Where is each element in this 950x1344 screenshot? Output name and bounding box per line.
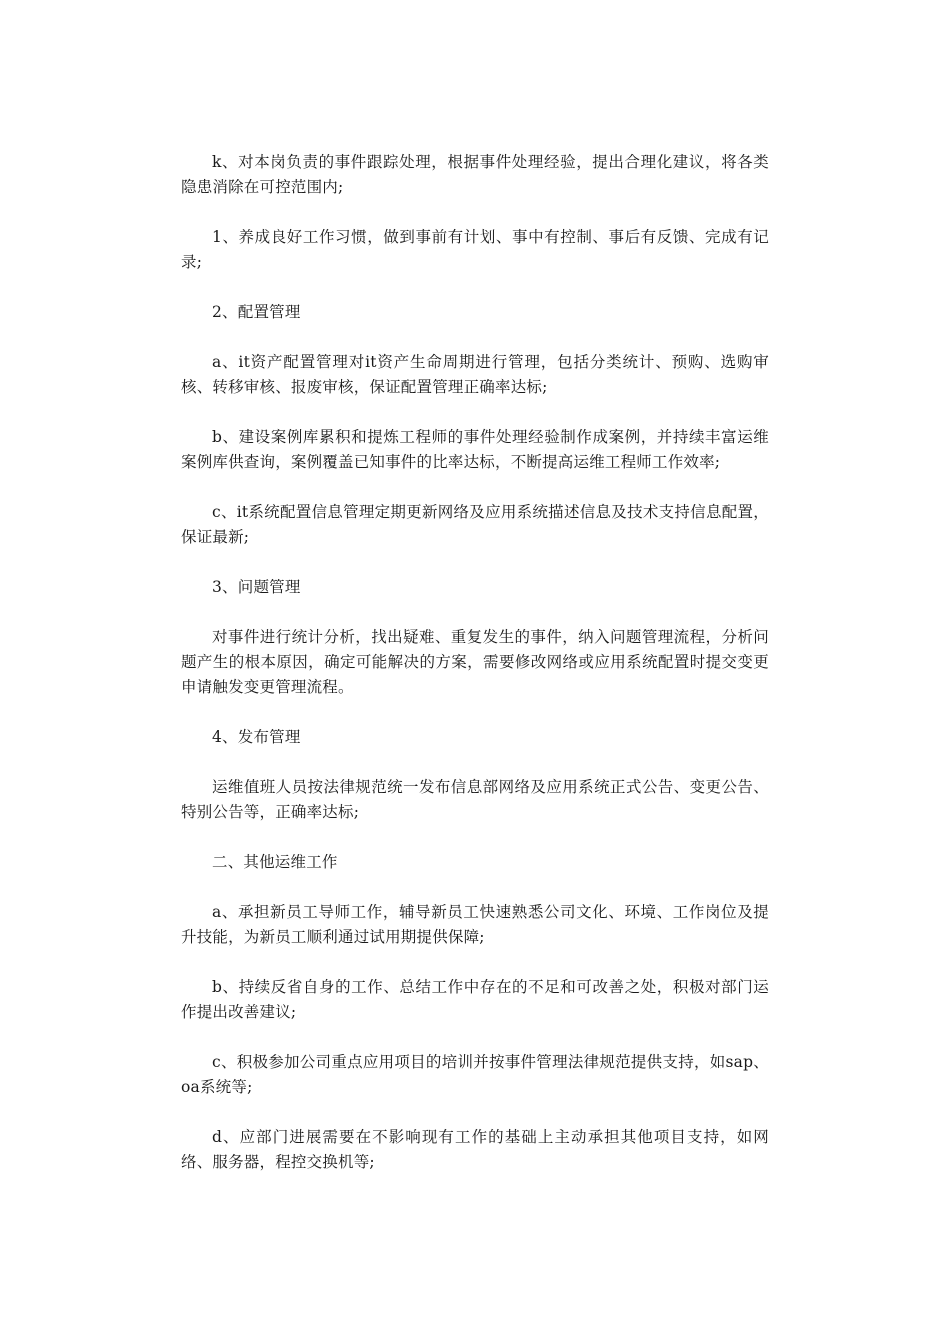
paragraph-other-d: d、应部门进展需要在不影响现有工作的基础上主动承担其他项目支持，如网络、服务器，程控交换机等; <box>181 1128 769 1171</box>
paragraph-problem-management: 对事件进行统计分析，找出疑难、重复发生的事件，纳入问题管理流程，分析问题产生的根本原因，确定可能解决的方案，需要修改网络或应用系统配置时提交变更申请触发变更管理流程。 <box>181 628 769 696</box>
paragraph-item-1: 1、养成良好工作习惯，做到事前有计划、事中有控制、事后有反馈、完成有记录; <box>181 228 769 271</box>
paragraph-item-b: b、建设案例库累积和提炼工程师的事件处理经验制作成案例，并持续丰富运维案例库供查询，案例覆盖已知事件的比率达标，不断提高运维工程师工作效率; <box>181 428 769 471</box>
document-body <box>181 150 769 1200</box>
section-heading-problem-management: 3、问题管理 <box>212 578 301 596</box>
paragraph-item-a: a、it资产配置管理对it资产生命周期进行管理，包括分类统计、预购、选购审核、转移审核、报废审核，保证配置管理正确率达标; <box>181 353 769 396</box>
paragraph-item-c: c、it系统配置信息管理定期更新网络及应用系统描述信息及技术支持信息配置，保证最新; <box>181 503 769 546</box>
paragraph-other-c: c、积极参加公司重点应用项目的培训并按事件管理法律规范提供支持，如sap、oa系统等; <box>181 1053 769 1096</box>
paragraph-other-b: b、持续反省自身的工作、总结工作中存在的不足和可改善之处，积极对部门运作提出改善建议; <box>181 978 769 1021</box>
paragraph-other-a: a、承担新员工导师工作，辅导新员工快速熟悉公司文化、环境、工作岗位及提升技能，为新员工顺利通过试用期提供保障; <box>181 903 769 946</box>
paragraph-item-k: k、对本岗负责的事件跟踪处理，根据事件处理经验，提出合理化建议，将各类隐患消除在可控范围内; <box>181 153 769 196</box>
section-heading-other-work: 二、其他运维工作 <box>212 853 338 871</box>
paragraph-release-management: 运维值班人员按法律规范统一发布信息部网络及应用系统正式公告、变更公告、特别公告等，正确率达标; <box>181 778 769 821</box>
section-heading-config-management: 2、配置管理 <box>212 303 301 321</box>
section-heading-release-management: 4、发布管理 <box>212 728 301 746</box>
